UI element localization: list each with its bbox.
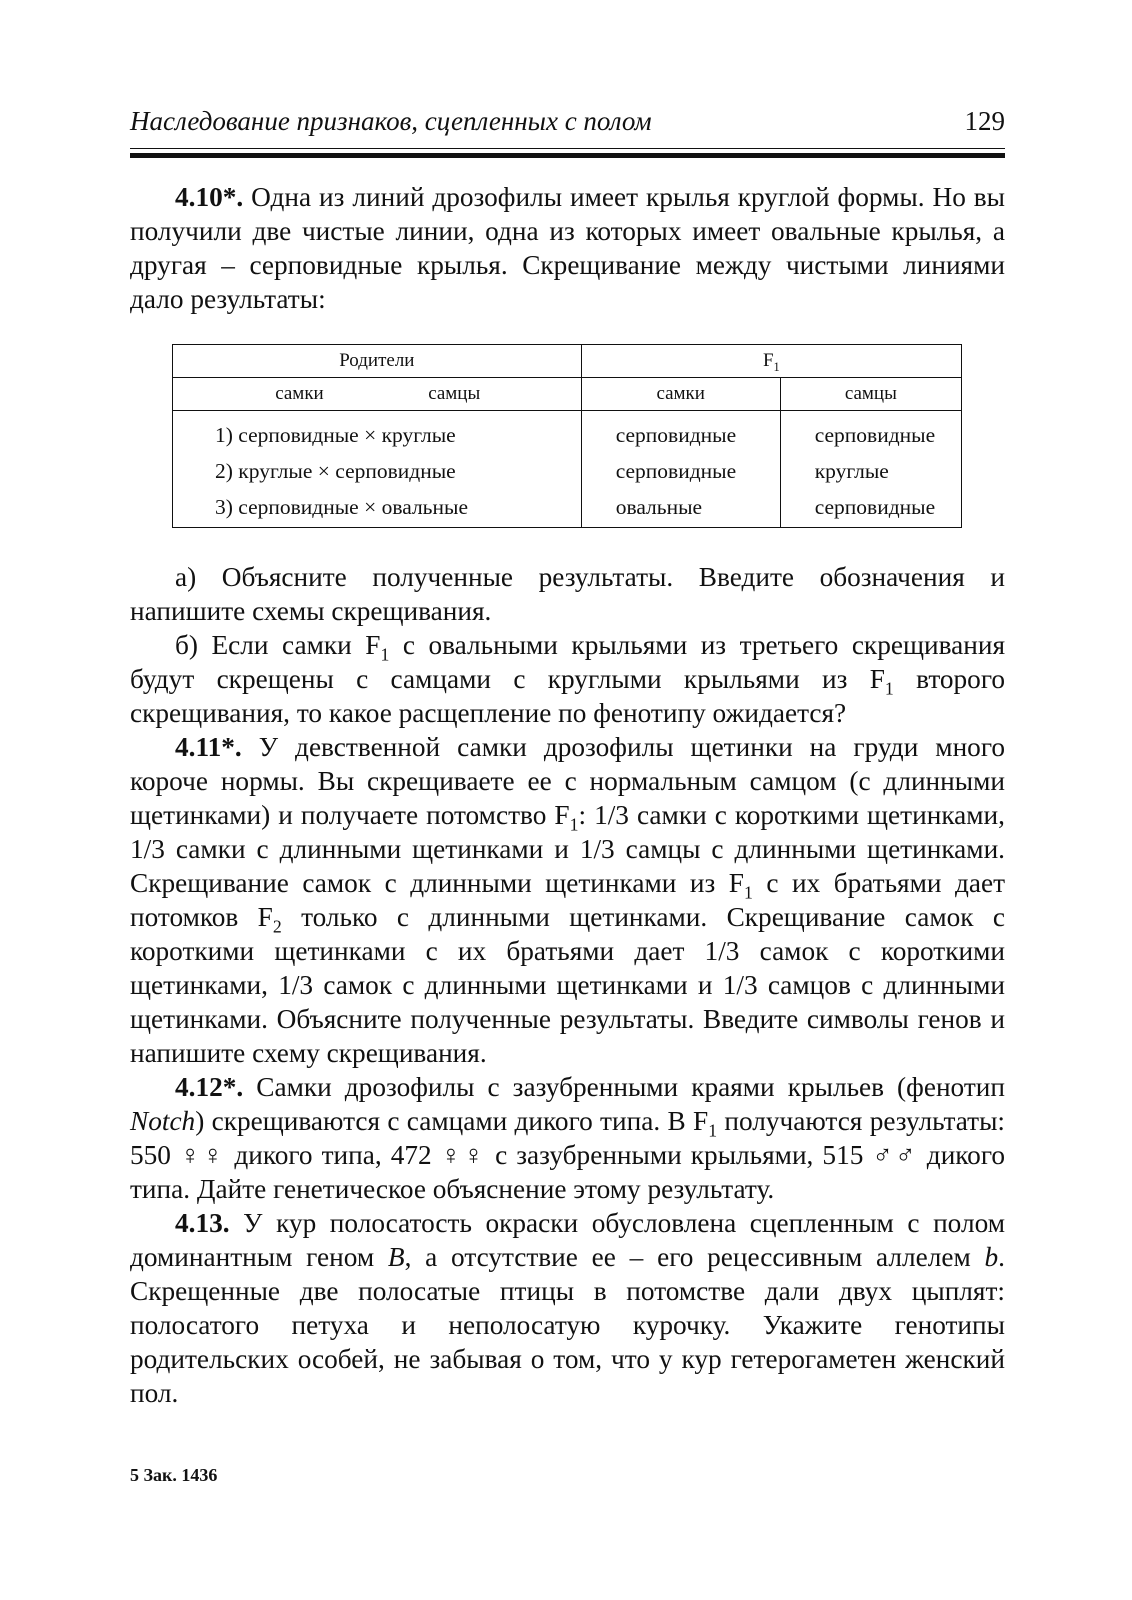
cross-2: 2) круглые × серповидные — [215, 459, 456, 483]
problem-4-11: 4.11*. У девственной самки дрозофилы щетинки на груди много короче нормы. Вы скрещиваете ее с нормальным самцом (с длинными щетинками) и получаете потомство $F_1$: 1/3 самки с короткими щетинками, 1/3 самки с длинными щетинками и 1/3 самцы с длинными щетинками. Скрещивание самок с длинными щетинками из $F_1$ с их братьями дает потомков $F_2$ только с длинными щетинками. Скрещивание самок с короткими щетинками с их братьями дает 1/3 самок с короткими щетинками, 1/3 самок с длинными щетинками и 1/3 самцов с длинными щетинками. Объясните полученные результаты. Введите символы генов и напишите схему скрещивания. — [130, 732, 1006, 1068]
sub-females: самки — [275, 383, 324, 404]
question-a: а) Объясните полученные результаты. Введите обозначения и напишите схемы скрещивания. — [130, 562, 1005, 626]
question-b: б) Если самки $F_1$ с овальными крыльями из третьего скрещивания будут скрещены с самцами с круглыми крыльями из $F_1$ второго скрещивания, то какое расщепление по фенотипу ожидается? — [130, 630, 1005, 728]
notch-phenotype: Notch — [130, 1106, 196, 1136]
problem-number: 4.12*. — [175, 1072, 244, 1102]
f1-female-result-2: серповидные — [615, 459, 737, 483]
problem-4-10-paragraph — [130, 180, 1005, 316]
problem-text: Одна из линий дрозофилы имеет крылья круглой формы. Но вы получили две чистые линии, одна из которых имеет овальные крылья, а другая – серповидные крылья. Скрещивание между чистыми линиями дало результаты: — [130, 182, 1005, 314]
cross-1: 1) серповидные × круглые — [215, 423, 456, 447]
f1-females-cell — [581, 411, 780, 528]
problem-number: 4.10*. — [175, 182, 244, 212]
parents-header: Родители — [173, 345, 582, 378]
f1-male-result-3: серповидные — [814, 495, 936, 519]
f1-female-result-3: овальные — [615, 495, 703, 519]
problem-4-13: 4.13. У кур полосатость окраски обусловлена сцепленным с полом доминантным геном B, а отсутствие ее – его рецессивным аллелем b. Скрещенные две полосатые птицы в потомстве дали двух цыплят: полосатого петуха и неполосатую курочку. Укажите генотипы родительских особей, не забывая о том, что у кур гетерогаметен женский пол. — [130, 1208, 1005, 1408]
cross-3: 3) серповидные × овальные — [215, 495, 468, 519]
table-body-row — [173, 411, 962, 528]
gene-B: B — [387, 1242, 405, 1272]
problem-4-12: 4.12*. Самки дрозофилы с зазубренными краями крыльев (фенотип Notch) скрещиваются с самцами дикого типа. В $F_1$ получаются результаты: 550 ♀♀ дикого типа, 472 ♀♀ с зазубренными крыльями, 515 ♂♂ дикого типа. Дайте генетическое объяснение этому результату. — [130, 1072, 1005, 1204]
page-number: 129 — [964, 106, 1005, 136]
parents-subheader — [173, 378, 582, 411]
running-head — [130, 106, 1005, 150]
f1-females-header: самки — [581, 378, 780, 411]
problem-number: 4.11*. — [175, 732, 242, 762]
printer-mark: 5 Зак. 1436 — [130, 1465, 218, 1485]
table-subheader-row — [173, 378, 962, 411]
f1-males-header: самцы — [780, 378, 961, 411]
f1-header: $F_1$ — [581, 345, 961, 378]
f1-male-result-1: серповидные — [814, 423, 936, 447]
crosses-cell — [173, 411, 582, 528]
main-text — [130, 560, 1005, 1410]
gene-b: b — [984, 1242, 999, 1272]
header-rule-thick — [130, 153, 1005, 158]
results-table — [172, 344, 962, 528]
header-rule-thin — [130, 148, 1005, 149]
f1-males-cell — [780, 411, 961, 528]
table-header-row — [173, 345, 962, 378]
f1-female-result-1: серповидные — [615, 423, 737, 447]
running-title: Наследование признаков, сцепленных с полом — [130, 106, 652, 136]
problem-number: 4.13. — [175, 1208, 230, 1238]
problem-4-10 — [130, 180, 1005, 316]
f1-male-result-2: круглые — [814, 459, 889, 483]
sub-males: самцы — [428, 383, 481, 404]
